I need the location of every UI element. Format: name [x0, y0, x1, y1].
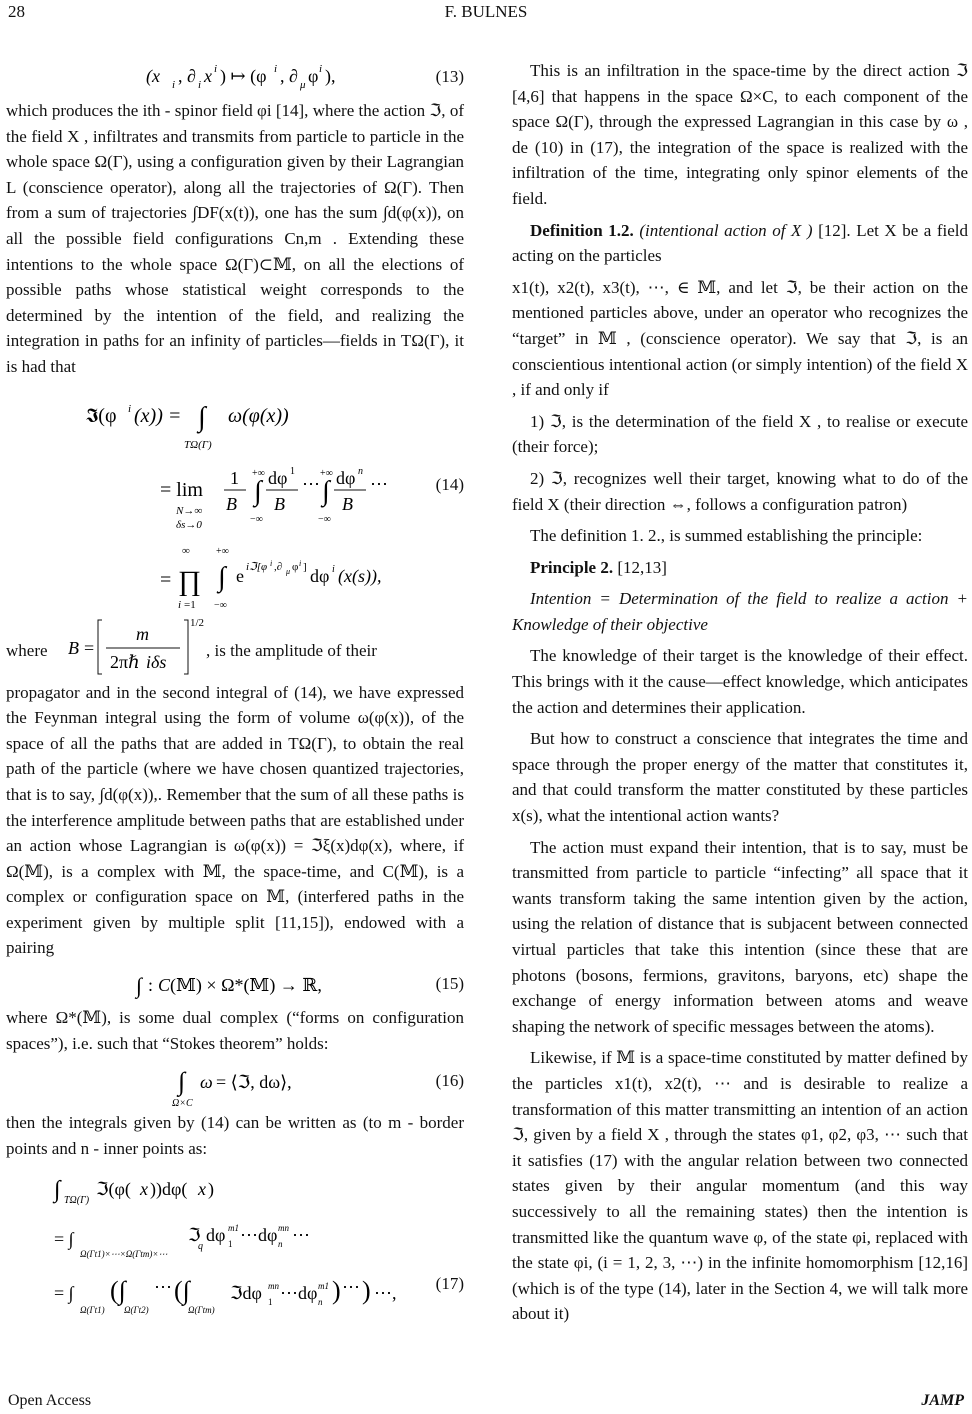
svg-text:=1: =1: [184, 598, 196, 611]
svg-text:(𝕄) × Ω*(𝕄) → ℝ,: (𝕄) × Ω*(𝕄) → ℝ,: [170, 975, 322, 996]
svg-text:1: 1: [290, 465, 295, 477]
svg-text:−∞: −∞: [214, 599, 227, 611]
svg-text:i: i: [299, 558, 302, 568]
svg-text:∫: ∫: [178, 1067, 186, 1097]
svg-text:δs→0: δs→0: [176, 518, 202, 531]
svg-text:, ∂: , ∂: [280, 66, 298, 86]
svg-text:]: ]: [303, 560, 307, 573]
svg-text:, ∂: , ∂: [178, 66, 196, 86]
equation-17-formula: [6, 1167, 436, 1327]
principle-reference: [12,13]: [613, 557, 667, 577]
definition-summary: The definition 1. 2., is summed establishing the principle:: [530, 526, 923, 546]
definition-particles: x1(t), x2(t), x3(t), ⋯, ∈ 𝕄, and let ℑ, be their action on the mentioned particles above, under an operator who recognizes the “target” in 𝕄 , (conscience operator). We say that ℑ, is an conscientious intentional action (or simply intention) of the field X , if and only if: [512, 277, 968, 400]
svg-text:+∞: +∞: [252, 467, 265, 479]
svg-text:m: m: [136, 623, 149, 644]
equation-14-formula: [6, 386, 436, 616]
svg-text:))dφ(: ))dφ(: [150, 1179, 188, 1200]
svg-text:ω(φ(x)): ω(φ(x)): [228, 404, 289, 427]
svg-text:TΩ(Γ): TΩ(Γ): [184, 438, 212, 451]
equation-14: [6, 386, 464, 616]
svg-text:ℑ(φ(: ℑ(φ(: [96, 1179, 131, 1200]
left-paragraph-5: then the integrals given by (14) can be written as (to m - border points and n - inner points as:: [6, 1113, 464, 1158]
where-label: where: [6, 640, 48, 660]
definition-item-2: 2) ℑ, recognizes well their target, knowing what to do of the field X (their direction ⇔, follows a configuration patron): [512, 468, 968, 514]
svg-text:i: i: [172, 79, 176, 91]
svg-text:(∫: (∫: [110, 1276, 126, 1306]
svg-text:(x)) =: (x)) =: [134, 404, 182, 427]
definition-title: Definition 1.2.: [530, 220, 634, 240]
svg-text:φ: φ: [308, 66, 319, 86]
svg-text:Ω(Γt1): Ω(Γt1): [80, 1305, 105, 1316]
svg-text:ℑdφ: ℑdφ: [230, 1283, 262, 1304]
svg-text:B: B: [226, 493, 237, 514]
equation-15-label: (15): [435, 974, 464, 994]
svg-text:mn: mn: [268, 1281, 279, 1292]
svg-text:x: x: [140, 1179, 148, 1200]
principle-2-heading: [512, 555, 968, 581]
svg-text:= ∫: = ∫: [54, 1229, 74, 1250]
svg-text:(∫: (∫: [174, 1276, 190, 1306]
svg-text::: :: [148, 975, 154, 996]
svg-text:ℑ: ℑ: [188, 1225, 201, 1246]
svg-text:): ): [332, 1276, 341, 1306]
svg-text:⋯: ⋯: [302, 473, 320, 494]
svg-text:Ω(Γt2): Ω(Γt2): [124, 1305, 149, 1316]
svg-text:q: q: [198, 1241, 203, 1253]
definition-body: [12]. Let X be a field acting on the particles: [512, 220, 969, 266]
svg-text:e: e: [236, 565, 244, 586]
svg-text:2πℏ: 2πℏ: [110, 651, 140, 672]
footer-journal: JAMP: [921, 1392, 964, 1409]
definition-subtitle: (intentional action of X ): [639, 220, 813, 240]
footer-open-access: Open Access: [8, 1392, 92, 1409]
svg-text:B: B: [342, 493, 353, 514]
svg-text:dφ: dφ: [336, 467, 356, 488]
right-paragraph-5: Likewise, if 𝕄 is a space-time constituted by matter defined by the particles x1(t), x2(t), ⋯ and is desirable to realize a transformation of this matter transmitting an intention of an action ℑ, given by a field X , through the states φ1, φ2, φ3, ⋯ such that it satisfies (17) with the angular relation between two connected states given by their angular momentum (and this way successively to all the remaining states) then the intention is transmitted like the quantum wave φ, of the state φi, replaced with the state φi, (i = 1, 2, 3, ⋯) in the infinite homomorphism [12,16] (which is of the type (14), later in the Section 4, we will talk more about it): [512, 1048, 968, 1324]
page-number: 28: [8, 2, 25, 21]
svg-text:φ: φ: [292, 560, 299, 573]
svg-text:μ: μ: [300, 79, 306, 91]
svg-text:⋯: ⋯: [292, 1225, 310, 1246]
amplitude-text: , is the amplitude of their: [206, 640, 377, 660]
svg-text:dφ: dφ: [310, 565, 330, 586]
svg-text:,∂: ,∂: [274, 560, 283, 573]
equation-16-label: (16): [435, 1071, 464, 1091]
svg-text:= lim: = lim: [160, 478, 203, 501]
amplitude-formula: [62, 616, 212, 680]
right-paragraph-2: The knowledge of their target is the knowledge of their effect. This brings with it the cause—effect knowledge, which anticipates the action and determines their application.: [512, 646, 968, 717]
svg-text:= ⟨ℑ, dω⟩,: = ⟨ℑ, dω⟩,: [216, 1072, 292, 1093]
svg-text:∫: ∫: [54, 1177, 61, 1204]
equation-17: [6, 1167, 464, 1327]
svg-text:+∞: +∞: [320, 467, 333, 479]
left-column: [6, 58, 464, 1327]
right-paragraph-3: But how to construct a conscience that integrates the time and space through the proper energy of the matter that constitutes it, and that could transform the matter constituted by these particles x(s), what the intentional action wants?: [512, 729, 968, 826]
svg-text:∫: ∫: [218, 561, 226, 593]
right-paragraph-1: This is an infiltration in the space-time by the direct action ℑ [4,6] that happens in the space Ω×C, to each component of the space Ω(Γ), through the expressed Lagrangian in this case by ω , de (10) in (17), the integration of the space is realized with the infiltration of the time, integrating only spinor elements of the field.: [512, 61, 968, 208]
svg-text:m1: m1: [228, 1223, 239, 1234]
running-header-author: F. BULNES: [444, 2, 528, 21]
svg-text:B: B: [274, 493, 285, 514]
left-paragraph-4: where Ω*(𝕄), is some dual complex (“forms on configuration spaces”), i.e. such that “Stokes theorem” holds:: [6, 1008, 464, 1053]
svg-text:∫: ∫: [322, 475, 330, 507]
svg-text:i: i: [319, 63, 323, 75]
equation-14-label: (14): [435, 474, 464, 494]
svg-text:1/2: 1/2: [190, 616, 205, 629]
svg-text:x: x: [198, 1179, 206, 1200]
svg-text:∏: ∏: [178, 565, 202, 597]
svg-text:1: 1: [230, 467, 239, 488]
svg-text:1: 1: [268, 1297, 273, 1308]
svg-text:(x: (x: [146, 66, 160, 86]
equation-13-label: (13): [435, 67, 464, 86]
definition-1-2: [512, 218, 968, 269]
equation-15: [6, 967, 464, 1005]
equation-15-formula: [6, 967, 426, 1005]
svg-text:i: i: [198, 79, 202, 91]
svg-text:B: B: [68, 637, 79, 658]
principle-statement: Intention = Determination of the field to realize a action + Knowledge of their objective: [512, 589, 968, 634]
svg-text:1: 1: [228, 1239, 233, 1250]
svg-text:∞: ∞: [182, 544, 190, 557]
svg-text:∫: ∫: [254, 475, 262, 507]
svg-text:𝕴(φ: 𝕴(φ: [86, 404, 117, 427]
svg-text:x: x: [204, 66, 212, 86]
svg-text:Ω(Γt1)×⋯×Ω(Γtm)×⋯: Ω(Γt1)×⋯×Ω(Γtm)×⋯: [80, 1249, 168, 1260]
principle-title: Principle 2.: [530, 557, 614, 577]
svg-text:ω: ω: [200, 1072, 213, 1093]
svg-text:): ): [362, 1276, 371, 1306]
svg-text:i: i: [178, 598, 182, 611]
svg-text:Ω(Γtm): Ω(Γtm): [188, 1305, 215, 1316]
svg-text:m1: m1: [318, 1281, 329, 1292]
svg-text:Ω×C: Ω×C: [172, 1098, 193, 1110]
svg-text:n: n: [318, 1297, 323, 1308]
right-column: [512, 58, 968, 1333]
svg-text:N→∞: N→∞: [176, 504, 203, 517]
svg-text:dφ: dφ: [268, 467, 288, 488]
svg-text:i: i: [214, 63, 218, 75]
svg-text:i: i: [332, 563, 335, 575]
svg-text:i: i: [128, 402, 132, 415]
svg-text:+∞: +∞: [216, 545, 229, 557]
svg-text:μ: μ: [286, 566, 291, 576]
svg-text:⋯: ⋯: [154, 1277, 172, 1298]
svg-text:=: =: [160, 568, 172, 591]
svg-text:⋯dφ: ⋯dφ: [240, 1225, 278, 1246]
svg-text:⋯: ⋯: [370, 473, 388, 494]
definition-item-1: 1) ℑ, is the determination of the field X , to realise or execute (their force);: [512, 411, 968, 457]
equation-17-label: (17): [435, 1274, 464, 1294]
svg-text:i: i: [270, 558, 273, 568]
svg-text:⋯: ⋯: [342, 1277, 360, 1298]
svg-text:iℑ[φ: iℑ[φ: [246, 560, 268, 573]
svg-text:⋯dφ: ⋯dφ: [280, 1283, 318, 1304]
svg-text:),: ),: [325, 66, 336, 86]
svg-text:C: C: [158, 975, 171, 996]
svg-text:(x(s)),: (x(s)),: [338, 565, 382, 586]
svg-text:) ↦ (φ: ) ↦ (φ: [220, 66, 267, 86]
equation-13: [6, 58, 464, 98]
left-paragraph-3: propagator and in the second integral of (14), we have expressed the Feynman integral using the form of volume ω(φ(x)), of the space of all the paths that are added in TΩ(Γ), to obtain the real path of the particle (where we have chosen quantized trajectories, that is to say, ∫d(φ(x)),. Remember that the sum of all these paths is the interference amplitude between paths that are established under an action whose Lagrangian is ω(φ(x)) = ℑξ(x)dφ(x), where, if Ω(𝕄), is a complex with 𝕄, the space-time, and C(𝕄), is a complex or configuration space on 𝕄, (interfered paths in the experiment given by multiple split [11,15]), endowed with a pairing: [6, 682, 464, 958]
svg-text:⋯,: ⋯,: [374, 1283, 397, 1304]
svg-text:n: n: [278, 1239, 283, 1250]
svg-text:mn: mn: [278, 1223, 289, 1234]
left-paragraph-1: which produces the ith - spinor field φi [14], where the action ℑ, of the field X , infiltrates and transmits from particle to particle in the whole space Ω(Γ), using a configuration given by their Lagrangian L (conscience operator), along all the trajectories of Ω(Γ). Then from a sum of trajectories ∫DF(x(t)), one has the sum ∫d(φ(x)), on all the possible field configurations Cn,m . Extending these intentions to the whole space Ω(Γ)⊂𝕄, on all the elections of possible paths whose statistical weight corresponds to the determined by the intention of the field, and realizing the integration in paths for an infinity of particles—fields in TΩ(Γ), it is had that: [6, 101, 464, 376]
equation-16-formula: [6, 1062, 426, 1110]
svg-text:∫: ∫: [136, 973, 143, 999]
right-paragraph-4: The action must expand their intention, that is to say, must be transmitted from particle to particle “infecting” all space that it wants transform taking the same intention given by the action, using the relation of distance that is subjacent between connected virtual particles that take this intention (since these that are photons (bosons, fermions, gravitons, baryons, etc) shape the exchange of energy information between atoms and weave shaping the network of specific messages between the atoms).: [512, 837, 968, 1036]
svg-text:∫: ∫: [198, 401, 206, 433]
svg-text:=: =: [84, 637, 95, 658]
svg-text:−∞: −∞: [318, 513, 331, 525]
equation-13-formula: [6, 58, 426, 98]
svg-text:TΩ(Γ): TΩ(Γ): [64, 1195, 90, 1207]
svg-text:−∞: −∞: [250, 513, 263, 525]
svg-text:iδs: iδs: [146, 651, 167, 672]
svg-text:= ∫: = ∫: [54, 1283, 74, 1304]
svg-text:i: i: [274, 63, 278, 75]
svg-text:dφ: dφ: [206, 1225, 226, 1246]
svg-text:): ): [208, 1179, 214, 1200]
equation-16: [6, 1062, 464, 1110]
svg-text:n: n: [358, 465, 363, 477]
amplitude-line: [6, 616, 464, 680]
